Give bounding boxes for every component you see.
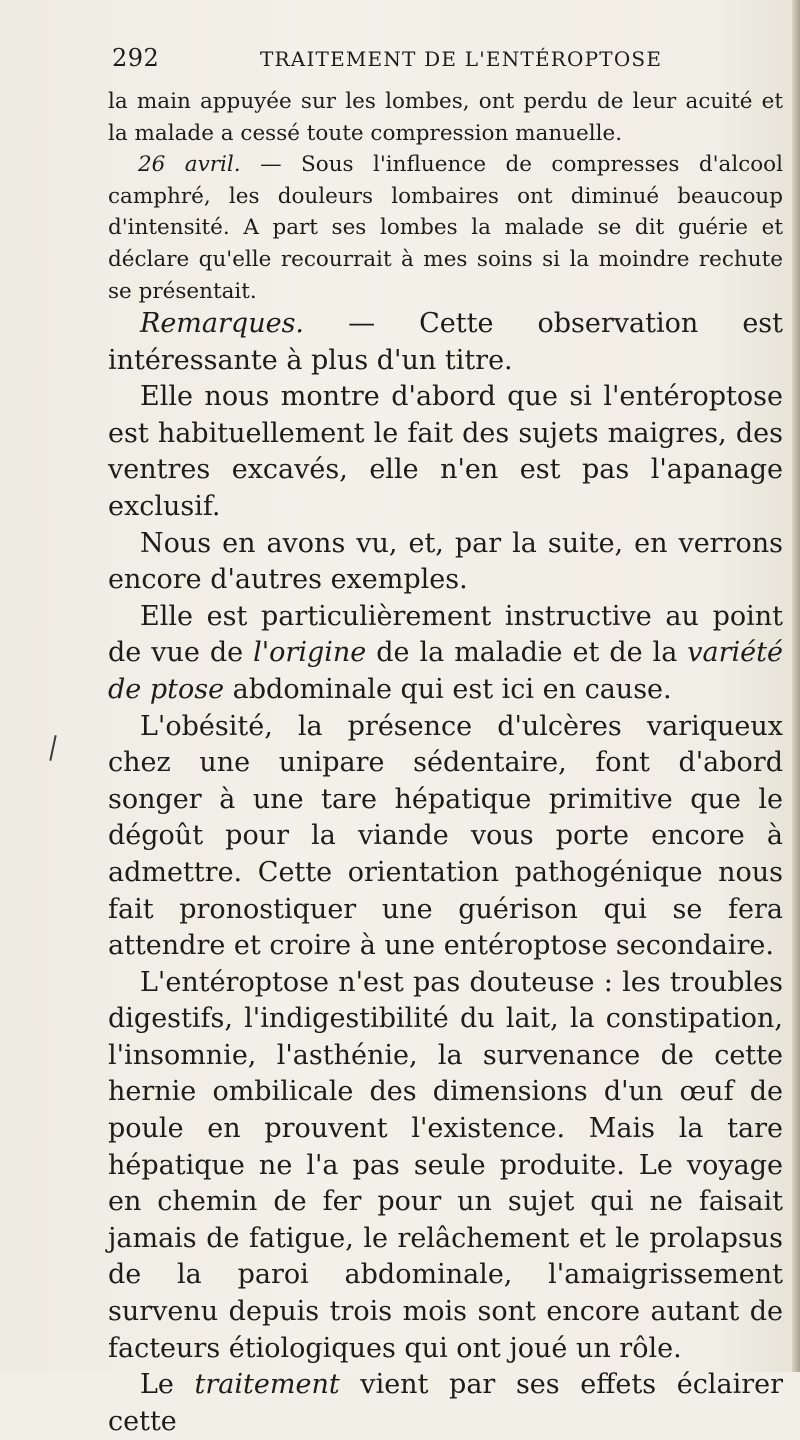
remarks-section xyxy=(108,306,783,1440)
running-head xyxy=(112,44,762,80)
remarks-paragraph-7 xyxy=(108,1367,783,1440)
remarks-heading: Remarques. xyxy=(140,308,305,339)
running-title: TRAITEMENT DE L'ENTÉROPTOSE xyxy=(260,47,663,71)
p4-text-b: de la maladie et de la xyxy=(366,637,688,669)
entry-text: — Sous l'influence de compresses d'alcool camphré, les douleurs lombaires ont diminué beaucoup d'intensité. A part ses lombes la malade se dit guérie et déclare qu'elle recourrait à mes soins si la moindre rechute se présentait. xyxy=(108,152,783,304)
observation-block xyxy=(108,86,783,307)
page-number: 292 xyxy=(112,44,160,72)
p4-text-c: abdominale qui est ici en cause. xyxy=(224,673,672,705)
p7-traitement: traitement xyxy=(194,1369,340,1401)
p7-text-b: vient par ses effets éclairer cette xyxy=(108,1369,783,1437)
remarks-paragraph-1 xyxy=(108,306,783,379)
entry-date: 26 avril. xyxy=(138,152,241,178)
remarks-paragraph-5: L'obésité, la présence d'ulcères variqueux chez une unipare sédentaire, font d'abord songer à une tare hépatique primitive que le dégoût pour la viande vous porte encore à admettre. Cette orientation pathogénique nous fait pronostiquer une guérison qui se fera attendre et croire à une entéroptose secondaire. xyxy=(108,710,783,962)
remarks-paragraph-2: Elle nous montre d'abord que si l'entéroptose est habituellement le fait des sujets maigres, des ventres excavés, elle n'en est pas l'apanage exclusif. xyxy=(108,381,783,522)
remarks-paragraph-3: Nous en avons vu, et, par la suite, en verrons encore d'autres exemples. xyxy=(108,527,783,596)
p4-text-a: Elle est particulièrement instructive au point de vue de xyxy=(108,600,783,669)
observation-continuation: la main appuyée sur les lombes, ont perdu de leur acuité et la malade a cessé toute compression manuelle. xyxy=(108,89,783,146)
remarks-p1-text: — Cette observation est intéressante à plus d'un titre. xyxy=(108,308,783,376)
page-edge xyxy=(792,0,800,1372)
observation-entry xyxy=(108,149,783,307)
margin-mark xyxy=(49,735,56,761)
remarks-paragraph-4 xyxy=(108,599,783,709)
p4-origine: l'origine xyxy=(253,637,367,669)
p4-variete: variété de ptose xyxy=(108,637,783,705)
p7-text-a: Le xyxy=(140,1369,195,1401)
remarks-paragraph-6: L'entéroptose n'est pas douteuse : les troubles digestifs, l'indigestibilité du lait, la constipation, l'insomnie, l'asthénie, la survenance de cette hernie ombilicale des dimensions d'un œuf de poule en prouvent l'existence. Mais la tare hépatique ne l'a pas seule produite. Le voyage en chemin de fer pour un sujet qui ne faisait jamais de fatigue, le relâchement et le prolapsus de la paroi abdominale, l'amaigrissement survenu depuis trois mois sont encore autant de facteurs étiologiques qui ont joué un rôle. xyxy=(108,966,783,1364)
